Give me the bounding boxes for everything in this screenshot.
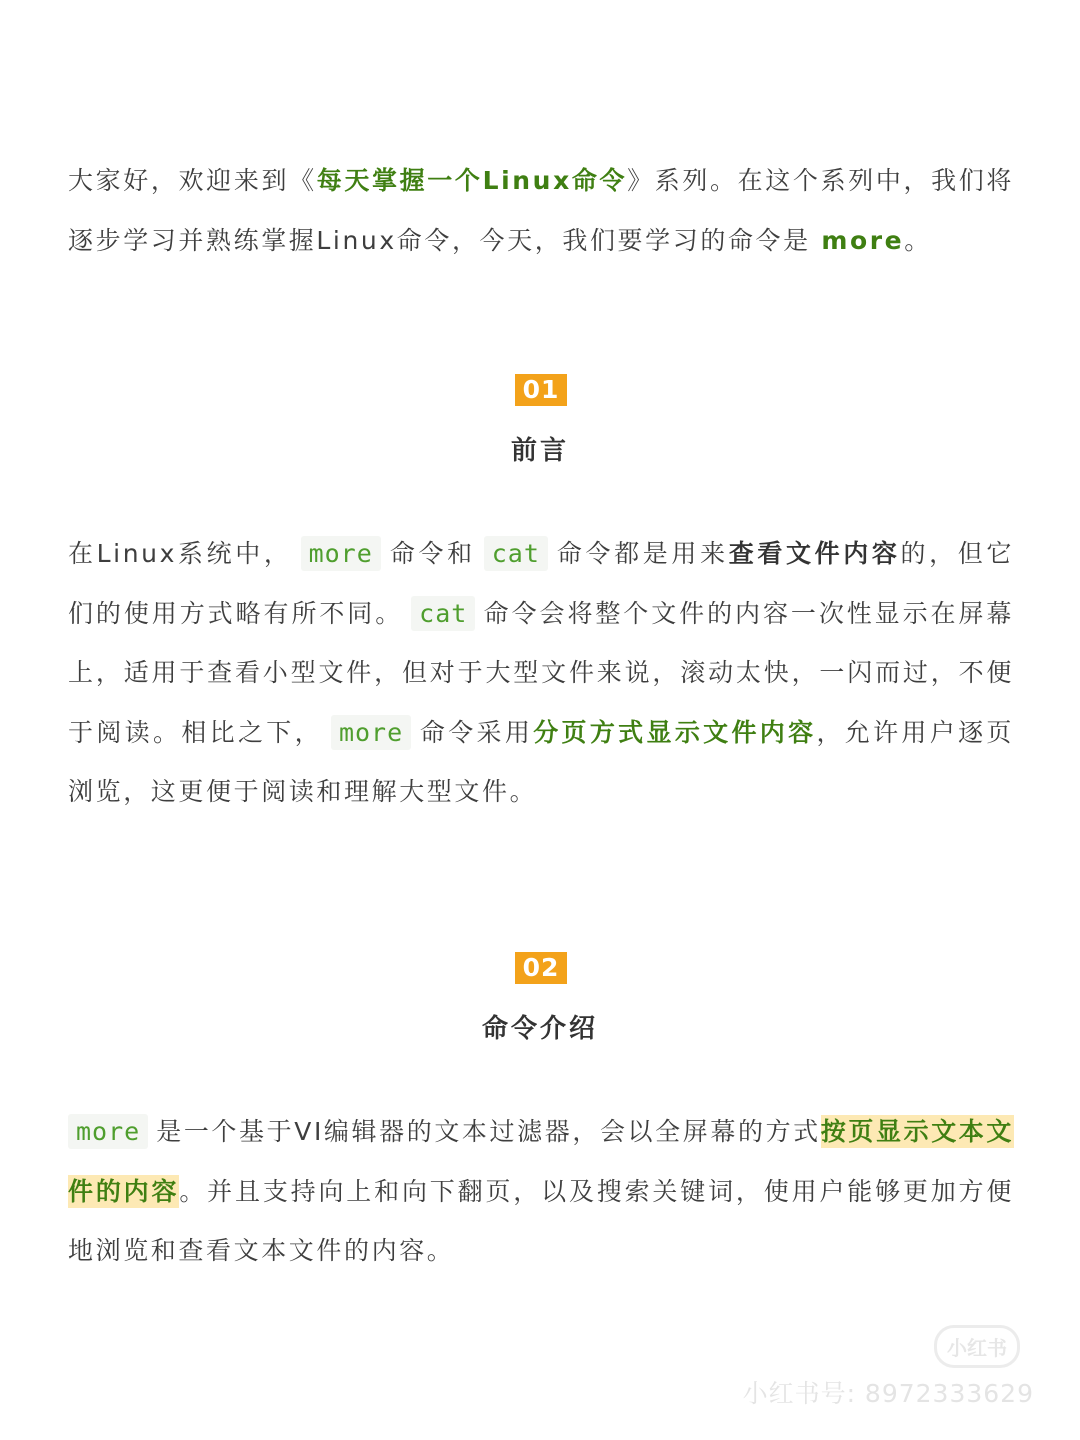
s1-bold-phrase: 查看文件内容 <box>728 539 901 568</box>
intro-text-3: 。 <box>904 225 932 255</box>
section-1-title: 前言 <box>510 436 569 466</box>
section-1-paragraph <box>68 524 1014 822</box>
inline-code-more-3: more <box>68 1114 148 1149</box>
s1-text-2: 命令和 <box>388 539 476 568</box>
intro-text-2: 》系列。在这个系列中，我们将逐步学习并熟练掌握Linux命令，今天，我们要学习的命令是 <box>68 166 1014 255</box>
series-name: 每天掌握一个Linux命令 <box>316 166 628 195</box>
inline-code-more-2: more <box>331 715 411 750</box>
inline-code-cat: cat <box>484 536 548 571</box>
watermark <box>743 1325 1034 1410</box>
intro-text-1: 大家好，欢迎来到《 <box>68 166 317 195</box>
s1-text-5: 命令会将整个文件的内容一次性显示在屏幕上，适用于查看小型文件，但对于大型文件来说，滚动太快，一闪而过，不便于阅读。相比之下， <box>68 598 1015 747</box>
section-2-number-badge: 02 <box>515 952 567 984</box>
intro-paragraph <box>68 151 1014 270</box>
s1-text-6: 命令采用 <box>419 717 534 747</box>
inline-code-more: more <box>301 536 381 571</box>
s2-text-1: 是一个基于VI编辑器的文本过滤器，会以全屏幕的方式 <box>156 1117 821 1146</box>
inline-code-cat-2: cat <box>411 596 475 631</box>
s1-text-1: 在Linux系统中， <box>68 539 293 568</box>
section-2-paragraph <box>68 1102 1014 1281</box>
section-2-title: 命令介绍 <box>481 1014 598 1044</box>
s1-text-3: 命令都是用来 <box>555 539 729 568</box>
section-1-number-badge: 01 <box>515 374 567 406</box>
s1-text-7: ，允许用户逐页浏览，这更便于阅读和理解大型文件。 <box>68 717 1015 806</box>
s1-text-4: 的，但它们的使用方式略有所不同。 <box>68 539 1014 628</box>
intro-command: more <box>821 225 905 255</box>
watermark-id: 小红书号: 8972333629 <box>742 1379 1034 1408</box>
watermark-logo: 小红书 <box>934 1325 1020 1368</box>
s1-green-phrase: 分页方式显示文件内容 <box>533 717 817 747</box>
s2-highlight-phrase: 按页显示文本文件的内容 <box>68 1117 1015 1206</box>
s2-text-2: 。并且支持向上和向下翻页，以及搜索关键词，使用户能够更加方便地浏览和查看文本文件的内容。 <box>68 1176 1014 1265</box>
